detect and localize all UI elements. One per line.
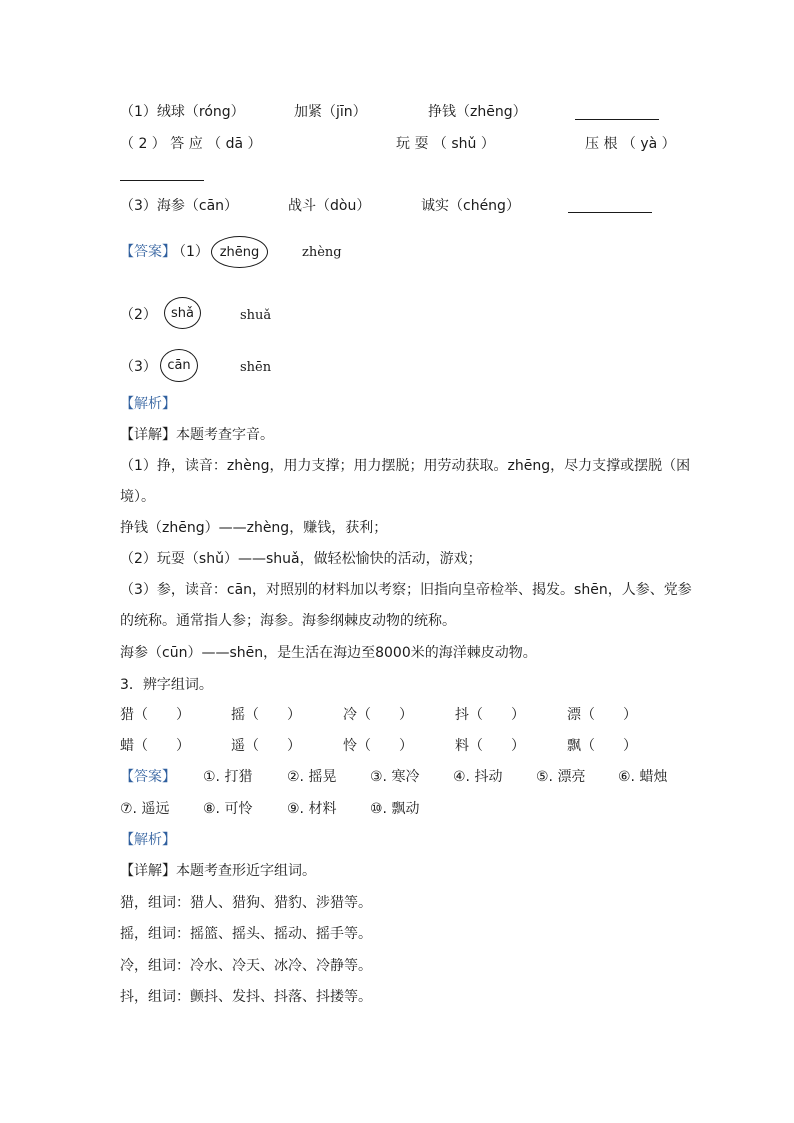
q3-row1-item: 冷（ ） (343, 707, 413, 723)
circled-pinyin-1: zhēng (211, 236, 268, 268)
answer-item: ⑦. 遥远 (120, 801, 170, 817)
answer-item: ①. 打猎 (203, 769, 253, 785)
answer-item: ③. 寒冷 (370, 769, 420, 785)
analysis-line: （2）玩耍（shǔ）——shuǎ，做轻松愉快的活动，游戏； (120, 551, 482, 567)
q2-row3-item3: 诚实（chéng） (421, 198, 520, 214)
q3-row1-item: 摇（ ） (231, 707, 301, 723)
q2-row2-item3: 压 根 （ yà ） (585, 136, 676, 152)
answer-label: 【答案】 (120, 244, 176, 260)
analysis-line: （3）参，读音：cān，对照别的材料加以考察；旧指向皇帝检举、揭发。shēn，人参、党参 (120, 582, 692, 598)
analysis-line: 猎，组词：猎人、猎狗、猎豹、涉猎等。 (120, 895, 372, 911)
circled-pinyin-2: shǎ (164, 297, 201, 329)
analysis-line: 【详解】本题考查字音。 (120, 427, 274, 443)
q3-row2-item: 飘（ ） (567, 738, 637, 754)
q2-row2-item1: （ 2 ） 答 应 （ dā ） (120, 136, 262, 152)
q2-row2-item2: 玩 耍 （ shǔ ） (396, 136, 495, 152)
q3-row1-item: 猎（ ） (120, 707, 190, 723)
answer-blank-2 (120, 180, 204, 181)
q3-row2-item: 怜（ ） (343, 738, 413, 754)
correct-pinyin-1: zhèng (302, 245, 342, 260)
q2-row1-item2: 加紧（jīn） (294, 104, 367, 120)
answer-blank-3 (568, 212, 652, 213)
answer-item: ②. 摇晃 (287, 769, 337, 785)
correct-pinyin-2: shuǎ (240, 308, 272, 323)
answer-label: 【答案】 (120, 769, 176, 785)
answer-num-1: （1） (172, 244, 209, 260)
answer-num-2: （2） (120, 307, 157, 323)
answer-item: ⑧. 可怜 (203, 801, 253, 817)
analysis-line: 摇，组词：摇篮、摇头、摇动、摇手等。 (120, 926, 372, 942)
q3-row2-item: 遥（ ） (231, 738, 301, 754)
q3-row1-item: 抖（ ） (455, 707, 525, 723)
analysis-line: （1）挣，读音：zhèng，用力支撑；用力摆脱；用劳动获取。zhēng，尽力支撑或摆脱（困 (120, 458, 691, 474)
answer-item: ⑨. 材料 (287, 801, 337, 817)
answer-item: ⑩. 飘动 (370, 801, 420, 817)
question-3-title: 3．辨字组词。 (120, 677, 213, 693)
q3-row1-item: 漂（ ） (567, 707, 637, 723)
answer-item: ⑥. 蜡烛 (618, 769, 668, 785)
q2-row3-item1: （3）海参（cān） (120, 198, 239, 214)
answer-blank-1 (575, 119, 659, 120)
circled-pinyin-3: cān (160, 349, 198, 382)
analysis-line: 挣钱（zhēng）——zhèng，赚钱，获利； (120, 520, 388, 536)
q3-row2-item: 蜡（ ） (120, 738, 190, 754)
analysis-line: 【详解】本题考查形近字组词。 (120, 863, 316, 879)
q2-row1-item1: （1）绒球（róng） (120, 104, 245, 120)
analysis-line: 的统称。通常指人参；海参。海参纲棘皮动物的统称。 (120, 613, 456, 629)
analysis-heading: 【解析】 (120, 396, 176, 412)
correct-pinyin-3: shēn (240, 360, 272, 375)
answer-item: ④. 抖动 (453, 769, 503, 785)
answer-num-3: （3） (120, 359, 157, 375)
answer-item: ⑤. 漂亮 (536, 769, 586, 785)
analysis-heading: 【解析】 (120, 832, 176, 848)
analysis-line: 境）。 (120, 489, 155, 505)
q2-row3-item2: 战斗（dòu） (288, 198, 371, 214)
analysis-line: 抖，组词：颤抖、发抖、抖落、抖搂等。 (120, 989, 372, 1005)
q2-row1-item3: 挣钱（zhēng） (428, 104, 527, 120)
analysis-line: 冷，组词：冷水、冷天、冰冷、冷静等。 (120, 958, 372, 974)
q3-row2-item: 料（ ） (455, 738, 525, 754)
analysis-line: 海参（cūn）——shēn，是生活在海边至8000米的海洋棘皮动物。 (120, 645, 537, 661)
